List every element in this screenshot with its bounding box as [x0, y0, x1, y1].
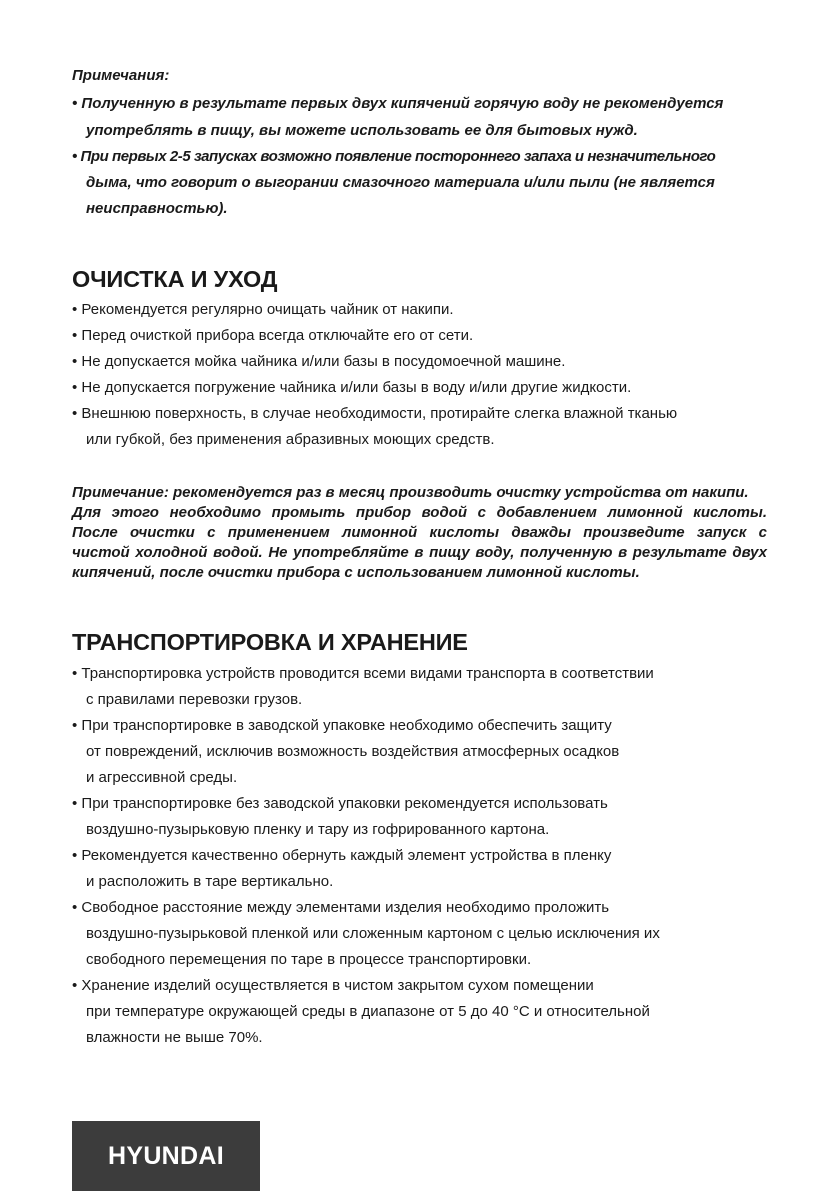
- cleaning-note-label: Примечание:: [72, 484, 169, 501]
- cleaning-line-3: • Не допускается мойка чайника и/или базы в посудомоечной машине.: [72, 353, 566, 370]
- transport-line-14: при температуре окружающей среды в диапазоне от 5 до 40 °С и относительной: [86, 1003, 650, 1020]
- notes-title: Примечания:: [72, 67, 170, 84]
- cleaning-line-5: • Внешнюю поверхность, в случае необходимости, протирайте слегка влажной тканью: [72, 405, 678, 422]
- cleaning-line-1: • Рекомендуется регулярно очищать чайник от накипи.: [72, 301, 454, 318]
- cleaning-note-line-1: [72, 484, 749, 502]
- cleaning-note-line-5: кипячений, после очистки прибора с использованием лимонной кислоты.: [72, 564, 640, 581]
- transport-line-6: • При транспортировке без заводской упаковки рекомендуется использовать: [72, 795, 608, 812]
- transport-line-13: • Хранение изделий осуществляется в чистом закрытом сухом помещении: [72, 977, 594, 994]
- transport-line-10: • Свободное расстояние между элементами изделия необходимо проложить: [72, 899, 610, 916]
- transport-line-1: • Транспортировка устройств проводится всеми видами транспорта в соответствии: [72, 665, 654, 682]
- notes-line-3: • При первых 2-5 запусках возможно появление постороннего запаха и незначительного: [72, 148, 716, 165]
- cleaning-note-text-1: рекомендуется раз в месяц производить очистку устройства от накипи.: [168, 484, 749, 501]
- brand-logo-text: HYUNDAI: [108, 1142, 224, 1170]
- notes-line-1: • Полученную в результате первых двух кипячений горячую воду не рекомендуется: [72, 95, 724, 112]
- notes-line-2: употреблять в пищу, вы можете использовать ее для бытовых нужд.: [86, 122, 638, 139]
- cleaning-line-6: или губкой, без применения абразивных моющих средств.: [86, 431, 495, 448]
- cleaning-heading: ОЧИСТКА И УХОД: [72, 266, 278, 292]
- cleaning-note-line-3: После очистки с применением лимонной кислоты дважды произведите запуск с: [72, 524, 767, 541]
- transport-line-9: и расположить в таре вертикально.: [86, 873, 334, 890]
- transport-line-4: от повреждений, исключив возможность воздействия атмосферных осадков: [86, 743, 620, 760]
- notes-line-5: неисправностью).: [86, 200, 228, 217]
- transport-line-5: и агрессивной среды.: [86, 769, 238, 786]
- cleaning-line-4: • Не допускается погружение чайника и/или базы в воду и/или другие жидкости.: [72, 379, 632, 396]
- cleaning-note-line-4: чистой холодной водой. Не употребляйте в пищу воду, полученную в результате двух: [72, 544, 767, 561]
- transport-heading: ТРАНСПОРТИРОВКА И ХРАНЕНИЕ: [72, 629, 468, 655]
- transport-line-2: с правилами перевозки грузов.: [86, 691, 303, 708]
- transport-line-15: влажности не выше 70%.: [86, 1029, 263, 1046]
- transport-line-3: • При транспортировке в заводской упаковке необходимо обеспечить защиту: [72, 717, 612, 734]
- transport-line-11: воздушно-пузырьковой пленкой или сложенным картоном с целью исключения их: [86, 925, 660, 942]
- transport-line-7: воздушно-пузырьковую пленку и тару из гофрированного картона.: [86, 821, 550, 838]
- brand-logo: [72, 1121, 260, 1191]
- cleaning-note-line-2: Для этого необходимо промыть прибор водой с добавлением лимонной кислоты.: [72, 504, 767, 521]
- transport-line-12: свободного перемещения по таре в процессе транспортировки.: [86, 951, 532, 968]
- cleaning-line-2: • Перед очисткой прибора всегда отключайте его от сети.: [72, 327, 474, 344]
- notes-line-4: дыма, что говорит о выгорании смазочного материала и/или пыли (не является: [86, 174, 715, 191]
- transport-line-8: • Рекомендуется качественно обернуть каждый элемент устройства в пленку: [72, 847, 612, 864]
